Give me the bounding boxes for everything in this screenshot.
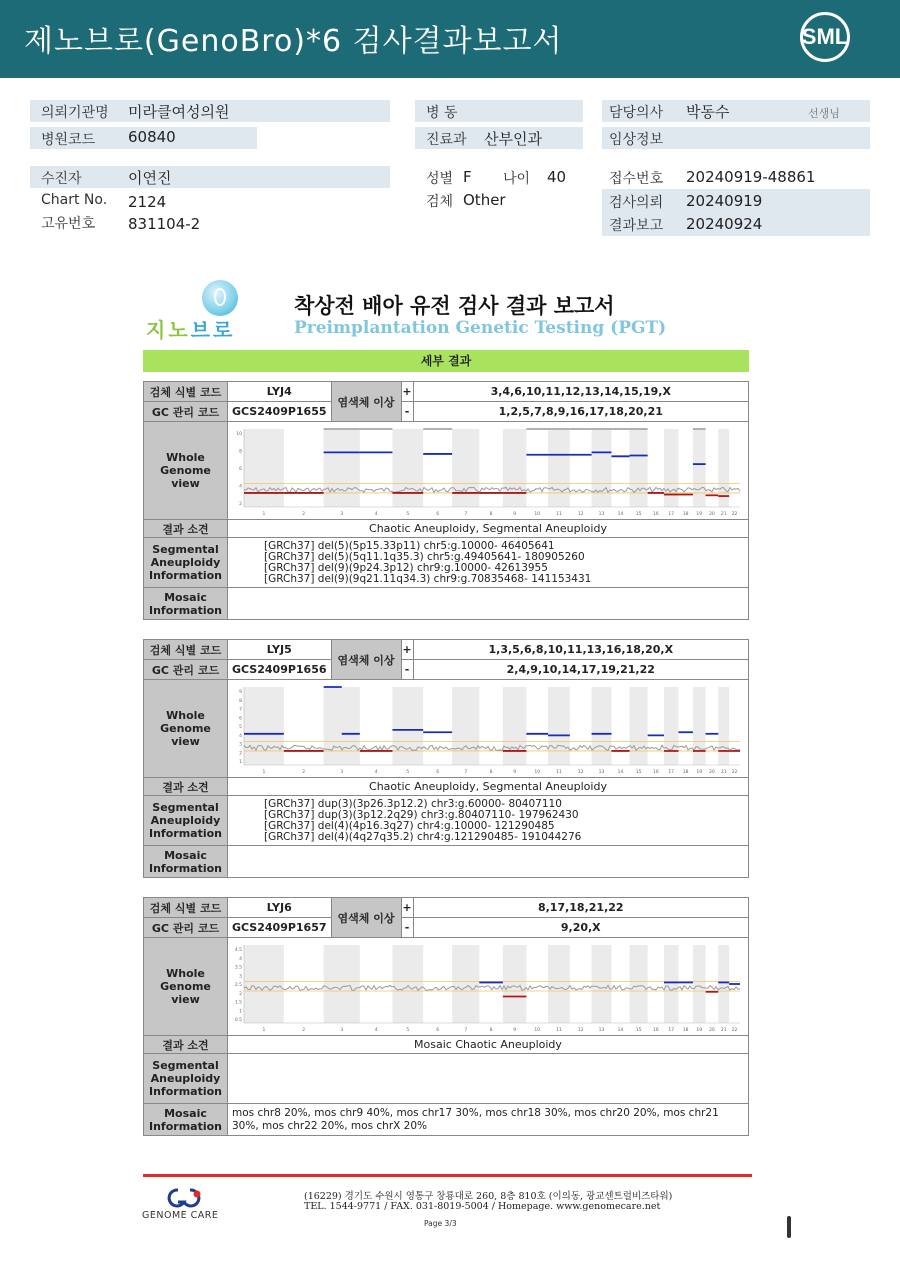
finding-value: Chaotic Aneuploidy, Segmental Aneuploidy — [228, 778, 749, 796]
mosaic-label: Mosaic Information — [144, 588, 228, 620]
x-tick-label: 12 — [577, 1027, 584, 1033]
footer-contact: TEL. 1544-9771 / FAX. 031-8019-5004 / Homepage. www.genomecare.net — [304, 1201, 661, 1212]
patient-name-value: 이연진 — [128, 169, 172, 187]
x-tick-label: 9 — [513, 769, 517, 775]
report-date-value: 20240924 — [686, 215, 763, 233]
chromosome-band — [244, 687, 284, 765]
x-tick-label: 12 — [577, 511, 584, 517]
chromosome-band — [392, 945, 423, 1023]
chromosome-band — [664, 945, 678, 1023]
chromosome-band — [630, 429, 648, 507]
x-tick-label: 17 — [668, 511, 675, 517]
header-bar — [0, 0, 900, 78]
y-tick-label: 2 — [239, 501, 242, 507]
finding-label: 결과 소견 — [144, 520, 228, 538]
y-tick-label: 4 — [239, 733, 242, 739]
gain-sign: + — [401, 382, 413, 402]
sample-id-value: LYJ5 — [228, 640, 332, 660]
chromosome-band — [630, 945, 648, 1023]
segmental-line: [GRCh37] del(5)(5p15.33p11) chr5:g.10000- 46405641 — [264, 539, 555, 552]
sml-logo: SML — [796, 12, 854, 68]
segmental-label: Segmental Aneuploidy Information — [144, 796, 228, 846]
specimen-label: 검체 — [426, 194, 454, 210]
x-tick-label: 4 — [374, 511, 378, 517]
doctor-suffix: 선생님 — [808, 107, 840, 120]
x-tick-label: 2 — [302, 1027, 306, 1033]
scroll-handle[interactable] — [787, 1216, 791, 1238]
segmental-info — [228, 796, 749, 846]
abnormal-label: 염색체 이상 — [331, 898, 401, 938]
x-tick-label: 6 — [436, 511, 440, 517]
x-tick-label: 7 — [464, 769, 468, 775]
x-tick-label: 21 — [720, 1027, 727, 1033]
doctor-label: 담당의사 — [609, 105, 664, 121]
chromosome-band — [592, 945, 612, 1023]
x-tick-label: 6 — [436, 1027, 440, 1033]
x-tick-label: 5 — [406, 511, 410, 517]
x-tick-label: 21 — [720, 769, 727, 775]
x-tick-label: 15 — [635, 1027, 642, 1033]
y-tick-label: 4 — [239, 956, 242, 962]
x-tick-label: 21 — [720, 511, 727, 517]
x-tick-label: 13 — [598, 511, 605, 517]
x-tick-label: 11 — [556, 769, 562, 775]
x-tick-label: 2 — [302, 769, 306, 775]
gain-sign: + — [401, 898, 413, 918]
x-tick-label: 22 — [731, 769, 738, 775]
y-tick-label: 3 — [239, 973, 242, 979]
gc-code-value: GCS2409P1656 — [228, 660, 332, 680]
sample-id-label: 검체 식별 코드 — [144, 640, 228, 660]
y-tick-label: 1.5 — [234, 1000, 242, 1005]
chromosome-band — [693, 687, 706, 765]
x-tick-label: 10 — [534, 1027, 541, 1033]
department-label: 진료과 — [426, 132, 467, 148]
x-tick-label: 8 — [489, 769, 493, 775]
x-tick-label: 20 — [709, 769, 715, 775]
gain-chromosomes: 1,3,5,6,8,10,11,13,16,18,20,X — [413, 640, 748, 660]
x-tick-label: 9 — [513, 1027, 517, 1033]
y-tick-label: 7 — [239, 707, 242, 712]
x-tick-label: 2 — [302, 511, 306, 517]
chromosome-band — [592, 687, 612, 765]
gc-code-value: GCS2409P1655 — [228, 402, 332, 422]
segmental-line: [GRCh37] del(9)(9p24.3p12) chr9:g.10000- 42613955 — [264, 561, 548, 574]
chromosome-band — [718, 687, 729, 765]
mosaic-label: Mosaic Information — [144, 1104, 228, 1136]
x-tick-label: 22 — [731, 511, 738, 517]
gc-code-label: GC 관리 코드 — [144, 918, 228, 938]
x-tick-label: 19 — [696, 1027, 703, 1033]
receipt-value: 20240919-48861 — [686, 168, 816, 186]
x-tick-label: 15 — [635, 511, 642, 517]
x-tick-label: 13 — [598, 769, 605, 775]
x-tick-label: 3 — [340, 511, 344, 517]
sample-report-table — [143, 381, 749, 620]
x-tick-label: 3 — [340, 1027, 344, 1033]
finding-value: Chaotic Aneuploidy, Segmental Aneuploidy — [228, 520, 749, 538]
y-tick-label: 5 — [239, 724, 242, 730]
y-tick-label: 3 — [239, 742, 242, 747]
y-tick-label: 8 — [239, 449, 242, 454]
segmental-info — [228, 1054, 749, 1104]
doctor-value: 박동수 — [686, 103, 730, 121]
chromosome-band — [693, 429, 706, 507]
x-tick-label: 10 — [534, 511, 541, 517]
segmental-info — [228, 538, 749, 588]
chromosome-band — [452, 945, 479, 1023]
chromosome-band — [392, 687, 423, 765]
clinical-label: 임상정보 — [609, 132, 664, 148]
genobro-logo: 지노브로 — [144, 280, 254, 338]
x-tick-label: 4 — [374, 769, 378, 775]
whole-genome-label: Whole Genome view — [144, 680, 228, 778]
x-tick-label: 14 — [617, 769, 624, 775]
x-tick-label: 9 — [513, 511, 517, 517]
x-tick-label: 7 — [464, 1027, 468, 1033]
chromosome-band — [592, 429, 612, 507]
chromosome-band — [630, 687, 648, 765]
genome-plot — [228, 939, 748, 1035]
genome-care-logo — [142, 1186, 232, 1226]
x-tick-label: 22 — [731, 1027, 738, 1033]
whole-genome-view — [228, 938, 749, 1036]
sample-id-label: 검체 식별 코드 — [144, 382, 228, 402]
sex-value: F — [463, 168, 472, 186]
sample-report-table — [143, 897, 749, 1136]
x-tick-label: 16 — [652, 1027, 659, 1033]
patient-name-label: 수진자 — [41, 171, 82, 187]
abnormal-label: 염색체 이상 — [331, 382, 401, 422]
sample-id-value: LYJ4 — [228, 382, 332, 402]
loss-sign: - — [401, 402, 413, 422]
x-tick-label: 19 — [696, 511, 703, 517]
x-tick-label: 13 — [598, 1027, 605, 1033]
pgt-title: 착상전 배아 유전 검사 결과 보고서 — [294, 294, 615, 318]
x-tick-label: 10 — [534, 769, 541, 775]
unique-id-value: 831104-2 — [128, 215, 201, 233]
hospital-code-label: 병원코드 — [41, 132, 96, 148]
chromosome-band — [452, 429, 479, 507]
gc-code-label: GC 관리 코드 — [144, 402, 228, 422]
y-tick-label: 1 — [239, 759, 242, 765]
x-tick-label: 20 — [709, 511, 715, 517]
x-tick-label: 7 — [464, 511, 468, 517]
y-tick-label: 0.5 — [234, 1017, 242, 1023]
gain-sign: + — [401, 640, 413, 660]
x-tick-label: 11 — [556, 511, 562, 517]
sex-label: 성별 — [426, 171, 454, 187]
y-tick-label: 1 — [239, 1008, 242, 1014]
gc-code-value: GCS2409P1657 — [228, 918, 332, 938]
gain-chromosomes: 3,4,6,10,11,12,13,14,15,19,X — [413, 382, 748, 402]
abnormal-label: 염색체 이상 — [331, 640, 401, 680]
y-tick-label: 2 — [239, 991, 242, 997]
y-tick-label: 2 — [239, 750, 242, 756]
x-tick-label: 3 — [340, 769, 344, 775]
genome-care-logo-icon — [164, 1186, 204, 1210]
chromosome-band — [324, 429, 360, 507]
chromosome-band — [548, 687, 570, 765]
chromosome-band — [548, 429, 570, 507]
mosaic-label: Mosaic Information — [144, 846, 228, 878]
y-tick-label: 10 — [236, 431, 242, 437]
x-tick-label: 11 — [556, 1027, 562, 1033]
sample-id-label: 검체 식별 코드 — [144, 898, 228, 918]
whole-genome-label: Whole Genome view — [144, 938, 228, 1036]
x-tick-label: 15 — [635, 769, 642, 775]
genome-plot — [228, 681, 748, 777]
x-tick-label: 5 — [406, 769, 410, 775]
finding-label: 결과 소견 — [144, 1036, 228, 1054]
chromosome-band — [244, 945, 284, 1023]
info-row-bg — [30, 166, 390, 188]
genome-plot — [228, 423, 748, 519]
chromosome-band — [548, 945, 570, 1023]
segmental-line: [GRCh37] dup(3)(3p26.3p12.2) chr3:g.60000- 80407110 — [264, 797, 562, 810]
chromosome-band — [503, 687, 527, 765]
finding-label: 결과 소견 — [144, 778, 228, 796]
chromosome-band — [244, 429, 284, 507]
report-date-label: 결과보고 — [609, 218, 664, 234]
whole-genome-view — [228, 422, 749, 520]
specimen-value: Other — [463, 191, 506, 209]
page-number: Page 3/3 — [424, 1219, 457, 1228]
chromosome-band — [664, 687, 678, 765]
mosaic-info — [228, 588, 749, 620]
mosaic-info: mos chr8 20%, mos chr9 40%, mos chr17 30%, mos chr18 30%, mos chr20 20%, mos chr21 30%, mos chr22 20%, mos chrX 20% — [228, 1104, 749, 1136]
segmental-line: [GRCh37] del(9)(9q21.11q34.3) chr9:g.70835468- 141153431 — [264, 572, 592, 585]
footer-divider — [143, 1174, 752, 1177]
chart-no-label: Chart No. — [41, 192, 108, 208]
chromosome-band — [324, 945, 360, 1023]
x-tick-label: 19 — [696, 769, 703, 775]
sample-report-table — [143, 639, 749, 878]
pgt-subtitle: Preimplantation Genetic Testing (PGT) — [294, 318, 667, 338]
y-tick-label: 6 — [239, 466, 242, 472]
y-tick-label: 4.5 — [234, 947, 242, 953]
chromosome-band — [324, 687, 360, 765]
request-date-value: 20240919 — [686, 192, 763, 210]
x-tick-label: 1 — [262, 511, 266, 517]
gc-code-label: GC 관리 코드 — [144, 660, 228, 680]
whole-genome-label: Whole Genome view — [144, 422, 228, 520]
chromosome-band — [693, 945, 706, 1023]
loss-chromosomes: 9,20,X — [413, 918, 748, 938]
chart-no-value: 2124 — [128, 193, 167, 211]
chromosome-band — [718, 945, 729, 1023]
institution-label: 의뢰기관명 — [41, 105, 109, 121]
x-tick-label: 16 — [652, 769, 659, 775]
loss-sign: - — [401, 660, 413, 680]
y-tick-label: 8 — [239, 698, 242, 704]
sample-id-value: LYJ6 — [228, 898, 332, 918]
segmental-label: Segmental Aneuploidy Information — [144, 538, 228, 588]
receipt-label: 접수번호 — [609, 171, 664, 187]
x-tick-label: 6 — [436, 769, 440, 775]
age-label: 나이 — [503, 171, 531, 187]
x-tick-label: 4 — [374, 1027, 378, 1033]
x-tick-label: 1 — [262, 1027, 266, 1033]
request-date-label: 검사의뢰 — [609, 195, 664, 211]
loss-sign: - — [401, 918, 413, 938]
x-tick-label: 18 — [682, 769, 689, 775]
y-tick-label: 4 — [239, 484, 242, 489]
institution-value: 미라클여성의원 — [128, 103, 230, 121]
gain-chromosomes: 8,17,18,21,22 — [413, 898, 748, 918]
loss-chromosomes: 2,4,9,10,14,17,19,21,22 — [413, 660, 748, 680]
x-tick-label: 5 — [406, 1027, 410, 1033]
mosaic-info — [228, 846, 749, 878]
x-tick-label: 16 — [652, 511, 659, 517]
loss-chromosomes: 1,2,5,7,8,9,16,17,18,20,21 — [413, 402, 748, 422]
chromosome-band — [503, 945, 527, 1023]
segmental-line: [GRCh37] del(4)(4p16.3q27) chr4:g.10000- 121290485 — [264, 819, 555, 832]
chromosome-band — [452, 687, 479, 765]
x-tick-label: 8 — [489, 1027, 493, 1033]
x-tick-label: 14 — [617, 1027, 624, 1033]
x-tick-label: 18 — [682, 511, 689, 517]
x-tick-label: 17 — [668, 769, 675, 775]
whole-genome-view — [228, 680, 749, 778]
segmental-label: Segmental Aneuploidy Information — [144, 1054, 228, 1104]
segmental-line: [GRCh37] del(5)(5q11.1q35.3) chr5:g.49405641- 180905260 — [264, 550, 585, 563]
footer-address: (16229) 경기도 수원시 영통구 창룡대로 260, 8층 810호 (이의동, 광교센트럴비즈타워) — [304, 1191, 673, 1202]
hospital-code-value: 60840 — [128, 128, 176, 146]
department-value: 산부인과 — [484, 130, 542, 148]
x-tick-label: 17 — [668, 1027, 675, 1033]
age-value: 40 — [547, 168, 567, 186]
chromosome-band — [392, 429, 423, 507]
company-name: GENOME CARE — [142, 1210, 219, 1221]
ward-label: 병 동 — [426, 105, 458, 121]
segmental-line: [GRCh37] del(4)(4q27q35.2) chr4:g.121290485- 191044276 — [264, 830, 582, 843]
x-tick-label: 12 — [577, 769, 584, 775]
x-tick-label: 18 — [682, 1027, 689, 1033]
chromosome-band — [503, 429, 527, 507]
x-tick-label: 20 — [709, 1027, 715, 1033]
y-tick-label: 2.5 — [234, 982, 242, 988]
y-tick-label: 6 — [239, 715, 242, 721]
x-tick-label: 14 — [617, 511, 624, 517]
unique-id-label: 고유번호 — [41, 216, 96, 232]
x-tick-label: 8 — [489, 511, 493, 517]
report-title: 제노브로(GenoBro)*6 검사결과보고서 — [24, 24, 563, 59]
section-header: 세부 결과 — [143, 350, 749, 372]
segmental-line: [GRCh37] dup(3)(3p12.2q29) chr3:g.80407110- 197962430 — [264, 808, 579, 821]
y-tick-label: 9 — [239, 689, 242, 695]
x-tick-label: 1 — [262, 769, 266, 775]
y-tick-label: 3.5 — [234, 965, 242, 970]
finding-value: Mosaic Chaotic Aneuploidy — [228, 1036, 749, 1054]
